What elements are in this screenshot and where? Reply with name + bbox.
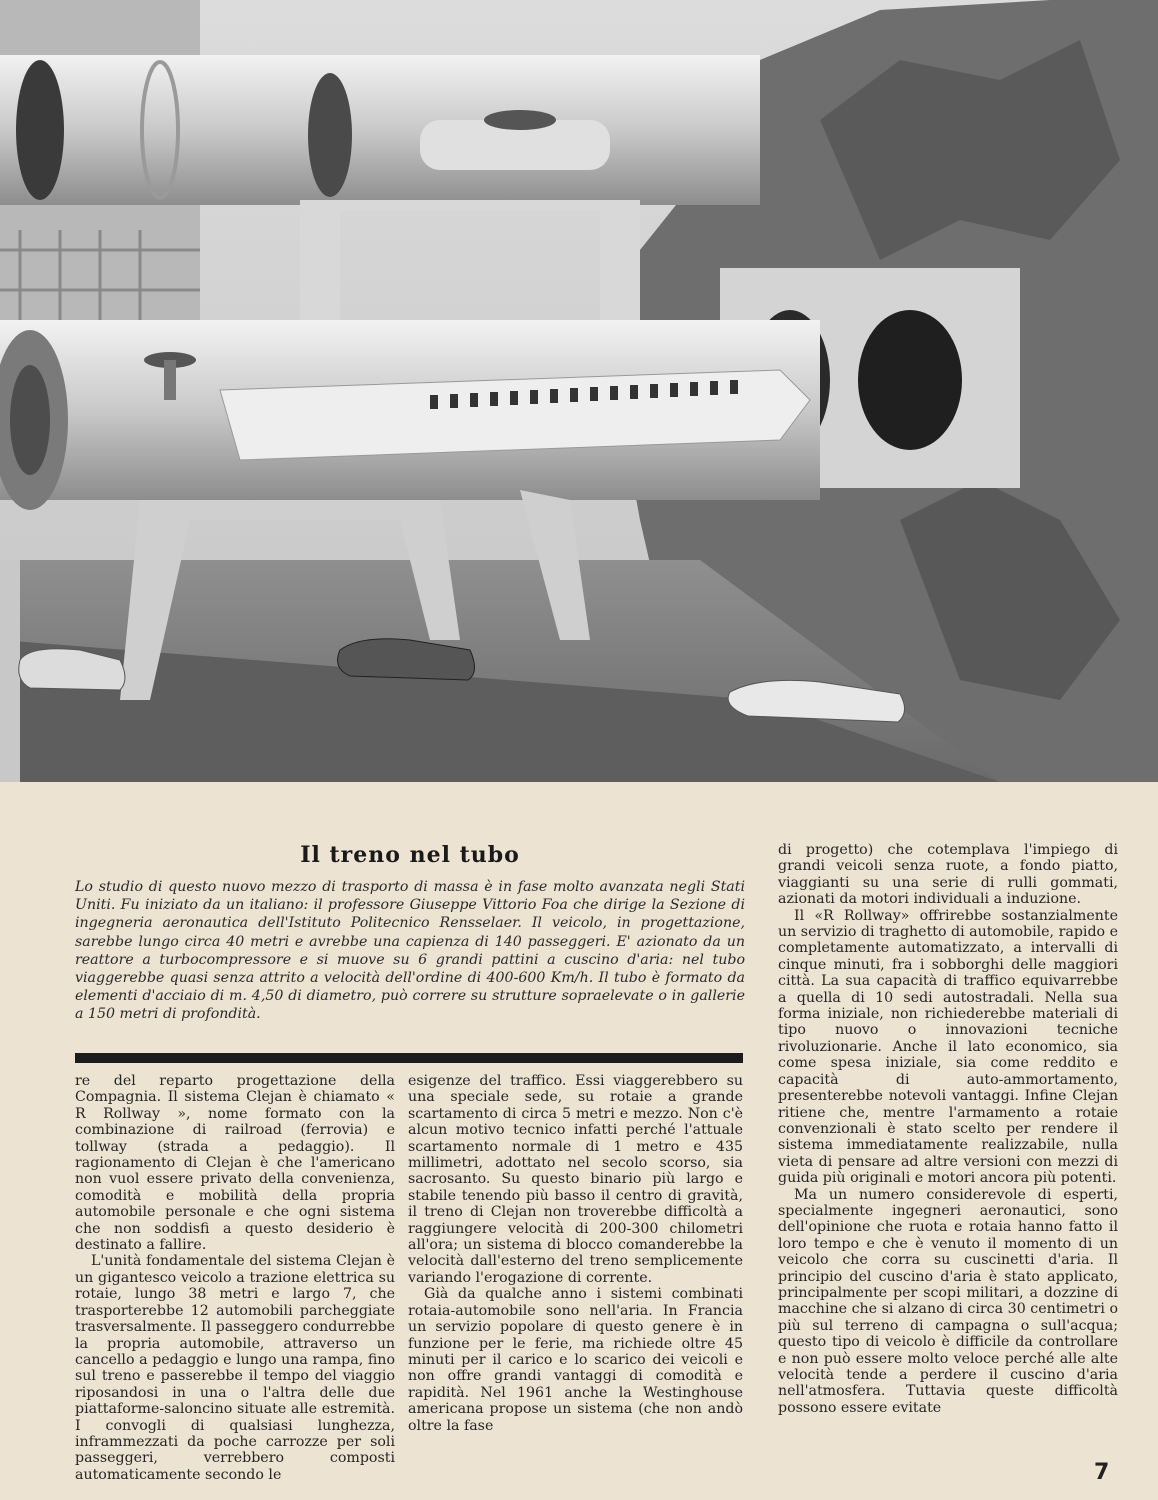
paragraph: Ma un numero considerevole di esperti, specialmente ingegneri aeronautici, sono dell'opinione che ruota e rotaia hanno fatto il loro tempo e che è venuto il momento di un veicolo che corra su cuscinetti d'aria. Il principio del cuscino d'aria è stato applicato, principalmente per scopi militari, a dozzine di macchine che si alzano di circa 30 centimetri o più sul terreno di campagna o sull'acqua; questo tipo di veicolo è difficile da controllare e non può essere molto veloce perché alle alte velocità tende a perdere il cuscino d'aria nell'atmosfera. Tuttavia queste difficoltà possono essere evitate [778, 1186, 1118, 1416]
paragraph: L'unità fondamentale del sistema Clejan è un gigantesco veicolo a trazione elettrica su rotaie, lungo 38 metri e largo 7, che trasporterebbe 12 automobili parcheggiate trasversalmente. Il passeggero condurrebbe la propria automobile, attraverso un cancello a pedaggio e lungo una rampa, fino sul treno e passerebbe il tempo del viaggio riposandosi in una o l'altra delle due piattaforme-saloncino situate alle estremità. I convogli di qualsiasi lunghezza, inframmezzati da poche carrozze per soli passeggeri, verrebbero composti automaticamente secondo le [75, 1253, 395, 1483]
section-divider [75, 1053, 743, 1063]
article-intro: Lo studio di questo nuovo mezzo di trasporto di massa è in fase molto avanzata negli Stati Uniti. Fu iniziato da un italiano: il professore Giuseppe Vittorio Foa che dirige la Sezione di ingegneria aeronautica dell'Istituto Politecnico Rensselaer. Il veicolo, in progettazione, sarebbe lungo circa 40 metri e avrebbe una capienza di 140 passeggeri. E' azionato da un reattore a turbocompressore e si muove su 6 grandi pattini a cuscino d'aria: nel tubo viaggerebbe quasi senza attrito a velocità dell'ordine di 400-600 Km/h. Il tubo è formato da elementi d'acciaio di m. 4,50 di diametro, può correre su strutture sopraelevate o in gallerie a 150 metri di profondità. [75, 879, 745, 1023]
paragraph: esigenze del traffico. Essi viaggerebbero su una speciale sede, su rotaie a grande scartamento di circa 5 metri e mezzo. Non c'è alcun motivo tecnico infatti perché l'attuale scartamento normale di 1 metro e 435 millimetri, adottato nel secolo scorso, sia sacrosanto. Su questo binario più largo e stabile tenendo più basso il centro di gravità, il treno di Clejan non troverebbe difficoltà a raggiungere velocità di 200-300 chilometri all'ora; un sistema di blocco comanderebbe la velocità dall'esterno del treno semplicemente variando l'erogazione di corrente. [408, 1073, 743, 1286]
paragraph: Già da qualche anno i sistemi combinati rotaia-automobile sono nell'aria. In Francia un servizio popolare di questo genere è in funzione per le ferie, ma richiede oltre 45 minuti per il carico e lo scarico dei veicoli e non offre grandi vantaggi di comodità e rapidità. Nel 1961 anche la Westinghouse americana propose un sistema (che non andò oltre la fase [408, 1286, 743, 1434]
page-number: 7 [1094, 1460, 1110, 1485]
article-column-1 [75, 1073, 395, 1483]
paragraph: di progetto) che cotemplava l'impiego di grandi veicoli senza ruote, a fondo piatto, viaggianti su una serie di rulli gommati, azionati da motori individuali a induzione. [778, 842, 1118, 908]
paragraph: re del reparto progettazione della Compagnia. Il sistema Clejan è chiamato « R Rollway », nome formato con la combinazione di railroad (ferrovia) e tollway (strada a pedaggio). Il ragionamento di Clejan è che l'americano non vuol essere privato della convenienza, comodità e mobilità della propria automobile personale e che ogni sistema che non soddisfi a questo desiderio è destinato a fallire. [75, 1073, 395, 1254]
paragraph: Il «R Rollway» offrirebbe sostanzialmente un servizio di traghetto di automobile, rapido e completamente automatizzato, a intervalli di cinque minuti, fra i sobborghi delle maggiori città. La sua capacità di traffico equivarrebbe a quella di 10 sedi autostradali. Nella sua forma iniziale, non richiederebbe materiali di tipo nuovo o innovazioni tecniche rivoluzionarie. Anche il lato economico, sia come spesa iniziale, sia come reddito e capacità di auto-ammortamento, presenterebbe notevoli vantaggi. Infine Clejan ritiene che, mentre l'armamento a rotaie convenzionali è stato scelto per rendere il sistema immediatamente realizzabile, nulla vieta di pensare ad altre versioni con mezzi di guida più originali e motori ancora più potenti. [778, 907, 1118, 1187]
article-title: Il treno nel tubo [300, 842, 520, 868]
article-column-3 [778, 842, 1118, 1416]
article-column-2 [408, 1073, 743, 1434]
